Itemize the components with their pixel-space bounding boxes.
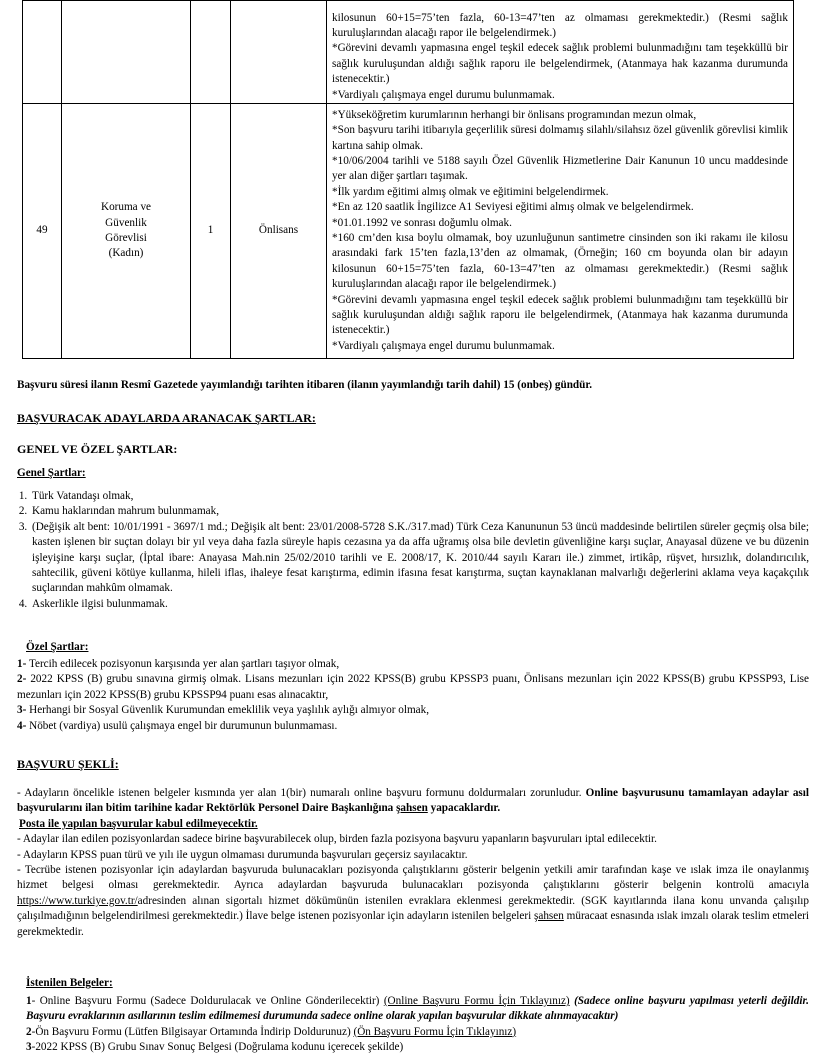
list-item: 1- Tercih edilecek pozisyonun karşısında yer alan şartları taşıyor olmak,	[17, 658, 340, 670]
requirement-line: *Yükseköğretim kurumlarının herhangi bir önlisans programından mezun olmak,	[332, 108, 697, 121]
positions-table	[22, 0, 794, 359]
paragraph: - Tecrübe istenen pozisyonlar için adaylardan başvuruda bulunacakları pozisyonda çalıştıklarını gösterir belgenin yetkili amir tarafından kaşe ve ıslak imza ile onaylanmış hizmet belgesi olması gerekmektedir. Ayrıca adaylardan başvuruda bulunacakları pozisyonda çalıştıklarını gösterir belgenin kontrolü amacıyla https://www.turkiye.gov.tr/adresinden alınan sigortalı hizmet dökümünün istenilen evraklara eklenmesi gerekmektedir. (SGK kayıtlarında ilana konu unvanda çalışılıp çalışılmadığının belgelendirilmesi gerekmektedir.) İlave belge istenen pozisyonlar için adayların istenilen belgeleri şahsen müracaat esnasında ıslak imzalı olarak teslim etmeleri gerekmektedir.	[17, 864, 809, 938]
general-conditions-heading: Genel Şartlar:	[17, 467, 86, 479]
list-item: 3-2022 KPSS (B) Grubu Sınav Sonuç Belgesi (Doğrulama kodunu içerecek şekilde)	[26, 1041, 404, 1054]
paragraph: - Adayların öncelikle istenen belgeler kısmında yer alan 1(bir) numaralı online başvuru formunu doldurmaları zorunludur. Online başvurusunu tamamlayan adaylar asıl başvurularını ilan bitim tarihine kadar Rektörlük Personel Daire Başkanlığına şahsen yapacaklardır.	[17, 787, 809, 815]
list-item: 4. Askerlikle ilgisi bulunmamak.	[30, 597, 809, 612]
cell-title	[62, 1, 191, 104]
documents-heading: İstenilen Belgeler:	[26, 977, 113, 989]
requirement-line: *Vardiyalı çalışmaya engel durumu bulunmamak.	[332, 88, 555, 101]
cell-no	[23, 1, 62, 104]
list-item: 1- Online Başvuru Formu (Sadece Doldurulacak ve Online Gönderilecektir) (Online Başvuru Formu İçin Tıklayınız) (Sadece online başvuru yapılması yeterli değildir. Başvuru evraklarının asıllarının teslim edilmemesi durumunda sadece online olarak yapılan başvurular dikkate alınmayacaktır)	[26, 995, 809, 1023]
application-period: Başvuru süresi ilanın Resmî Gazetede yayımlandığı tarihten itibaren (ilanın yayımlandığı tarih dahil) 15 (onbeş) gündür.	[17, 379, 593, 391]
paragraph: - Adayların KPSS puan türü ve yılı ile uygun olmaması durumunda başvuruları geçersiz sayılacaktır.	[17, 848, 468, 861]
cell-education	[231, 1, 327, 104]
position-number: 49	[23, 104, 62, 359]
general-special-heading: GENEL VE ÖZEL ŞARTLAR:	[17, 442, 178, 456]
postal-note: Posta ile yapılan başvurular kabul edilmeyecektir.	[19, 817, 258, 830]
requirement-line: *En az 120 saatlik İngilizce A1 Seviyesi eğitimi almış olmak ve belgelendirmek.	[332, 201, 694, 214]
requirement-line: *Görevini devamlı yapmasına engel teşkil edecek sağlık problemi bulunmadığını tam teşekküllü bir sağlık kuruluşundan aldığı sağlık raporu ile belgelendirmek, (Atanmaya hak kazanma durumunda istenecektir.)	[332, 42, 788, 86]
list-item: 1. Türk Vatandaşı olmak,	[30, 489, 809, 504]
requirement-line: *Son başvuru tarihi itibarıyla geçerlilik süresi dolmamış silahlı/silahsız özel güvenlik görevlisi kimlik kartına sahip olmak.	[332, 124, 788, 152]
requirement-line: *10/06/2004 tarihli ve 5188 sayılı Özel Güvenlik Hizmetlerine Dair Kanunun 10 uncu maddesinde yer alan diğer şartları taşımak.	[332, 154, 788, 183]
requirement-line: *Vardiyalı çalışmaya engel durumu bulunmamak.	[332, 339, 555, 352]
special-conditions-heading: Özel Şartlar:	[26, 641, 89, 653]
pre-application-form-link[interactable]: (Ön Başvuru Formu İçin Tıklayınız)	[353, 1025, 517, 1038]
turkiye-gov-link[interactable]: https://www.turkiye.gov.tr/	[17, 894, 138, 907]
application-form-heading: BAŞVURU ŞEKLİ:	[17, 757, 119, 771]
position-education: Önlisans	[231, 104, 327, 359]
table-row-49	[23, 104, 794, 359]
cell-count	[191, 1, 231, 104]
online-form-link[interactable]: (Online Başvuru Formu İçin Tıklayınız)	[383, 995, 570, 1007]
list-item: 2- 2022 KPSS (B) grubu sınavına girmiş olmak. Lisans mezunları için 2022 KPSS(B) grubu KPSSP3 puanı, Önlisans mezunları için 2022 KPSS(B) grubu KPSSP93, Lise mezunları için 2022 KPSS(B) grubu KPSSP94 puanı esas alınacaktır,	[17, 673, 809, 701]
general-conditions-list	[17, 489, 809, 612]
position-title: Koruma ve Güvenlik Görevlisi (Kadın)	[62, 104, 191, 359]
requirements-heading: BAŞVURACAK ADAYLARDA ARANACAK ŞARTLAR:	[17, 411, 316, 425]
cell-requirements	[327, 1, 794, 104]
list-item: 4- Nöbet (vardiya) usulü çalışmaya engel bir durumunun bulunmaması.	[17, 719, 338, 732]
table-row-48	[23, 1, 794, 104]
requirement-line: kilosunun 60+15=75’ten fazla, 60-13=47’ten az olmaması gerekmektedir.) (Resmi sağlık kuruluşlarından alacağı rapor ile belgelendirmek.)	[332, 11, 788, 39]
documents-list	[26, 994, 809, 1056]
list-item: 3- Herhangi bir Sosyal Güvenlik Kurumundan emeklilik veya yaşlılık aylığı almıyor olmak,	[17, 704, 430, 717]
requirement-line: *160 cm’den kısa boylu olmamak, boy uzunluğunun santimetre cinsinden son iki rakamı ile kilosu arasındaki fark 15’ten fazla,13’den az olmamak, (Örneğin; 160 cm boyunda olan bir adayın kilosunun 60+15=75’ten fazla, 60-13=47’ten az olmaması gerekmektedir.) (Resmi sağlık kuruluşlarından alacağı rapor ile belgelendirmek.)	[332, 232, 788, 291]
list-item: 2-Ön Başvuru Formu (Lütfen Bilgisayar Ortamında İndirip Doldurunuz) (Ön Başvuru Formu İçin Tıklayınız)	[26, 1025, 517, 1038]
list-item: 2. Kamu haklarından mahrum bulunmamak,	[30, 504, 809, 519]
paragraph: - Adaylar ilan edilen pozisyonlardan sadece birine başvurabilecek olup, birden fazla pozisyona başvuru yapanların başvuruları iptal edilecektir.	[17, 833, 657, 846]
application-form-body	[17, 786, 809, 940]
position-requirements	[327, 104, 794, 359]
special-conditions-list	[17, 657, 809, 734]
position-count: 1	[191, 104, 231, 359]
requirement-line: *Görevini devamlı yapmasına engel teşkil edecek sağlık problemi bulunmadığını tam teşekküllü bir sağlık kuruluşundan aldığı sağlık raporu ile belgelendirmek, (Atanmaya hak kazanma durumunda istenecektir.)	[332, 293, 788, 337]
requirement-line: *İlk yardım eğitimi almış olmak ve eğitimini belgelendirmek.	[332, 185, 609, 198]
requirement-line: *01.01.1992 ve sonrası doğumlu olmak.	[332, 216, 512, 229]
list-item: 3. (Değişik alt bent: 10/01/1991 - 3697/1 md.; Değişik alt bent: 23/01/2008-5728 S.K./317.mad) Türk Ceza Kanununun 53 üncü maddesinde belirtilen süreler geçmiş olsa bile; kasten işlenen bir suçtan dolayı bir yıl veya daha fazla süreyle hapis cezasına ya da affa uğramış olsa bile devletin güvenliğine karşı suçlar, Anayasal düzene ve bu düzenin işleyişine karşı suçlar, (İptal ibare: Anayasa Mah.nin 25/02/2010 tarihli ve E. 2008/17, K. 2010/44 sayılı Kararı ile.) zimmet, irtikâp, rüşvet, hırsızlık, dolandırıcılık, sahtecilik, güveni kötüye kullanma, hileli iflas, ihaleye fesat karıştırma, edimin ifasına fesat karıştırma, suçtan kaynaklanan malvarlığı değerlerini aklama veya kaçakçılık suçlarından mahkûm olmamak.	[30, 520, 809, 597]
